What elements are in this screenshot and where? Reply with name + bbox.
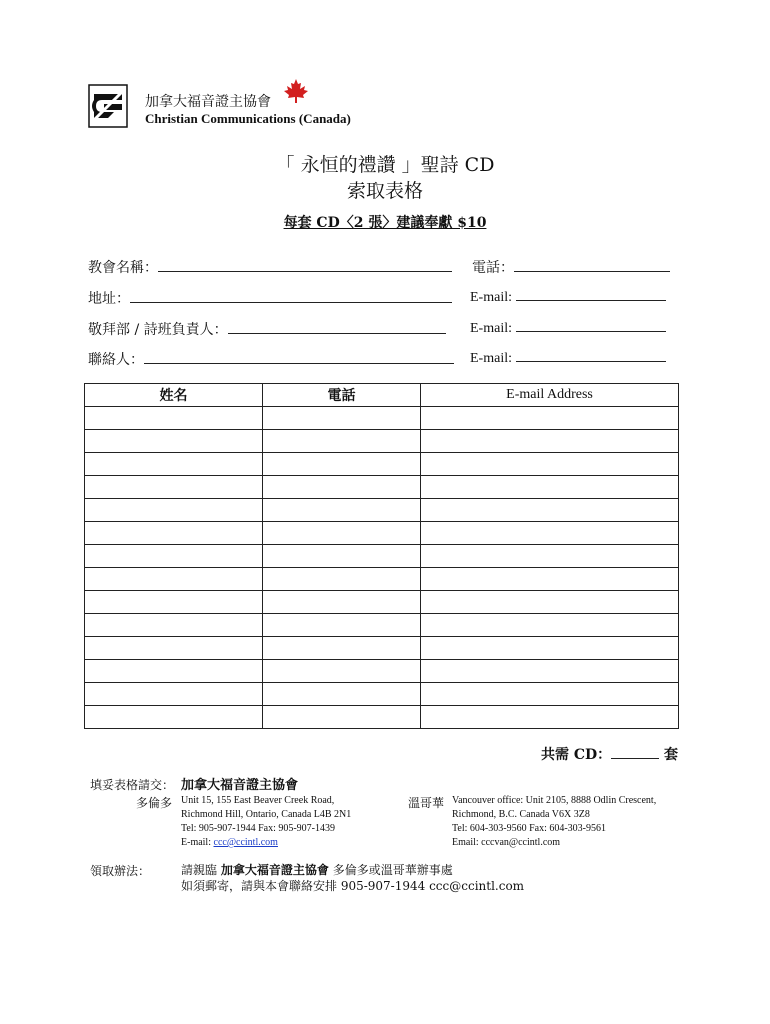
email-field-1[interactable] (516, 288, 666, 301)
submit-org: 加拿大福音證主協會 (181, 778, 299, 793)
vancouver-line-4: Email: cccvan@ccintl.com (452, 837, 561, 848)
address-label: 地址： (88, 291, 130, 307)
vancouver-label: 溫哥華 (408, 796, 445, 810)
table-cell-phone[interactable] (263, 568, 421, 591)
total-cd-unit: 套 (664, 747, 678, 763)
table-cell-email[interactable] (421, 407, 679, 430)
table-row (85, 637, 679, 660)
toronto-email-label: E-mail: (181, 837, 214, 848)
pickup-line-2: 如須郵寄，請與本會聯絡安排 905-907-1944 ccc@ccintl.com (181, 879, 525, 893)
pickup-org: 加拿大福音證主協會 (220, 863, 329, 877)
table-cell-email[interactable] (421, 591, 679, 614)
vancouver-address (452, 794, 656, 850)
table-cell-phone[interactable] (263, 545, 421, 568)
table-row (85, 614, 679, 637)
order-table (84, 383, 679, 729)
table-cell-name[interactable] (85, 430, 263, 453)
pickup-line-1b: 多倫多或溫哥華辦事處 (332, 863, 453, 877)
church-name-row (88, 257, 452, 277)
table-row (85, 683, 679, 706)
vancouver-line-2: Richmond, B.C. Canada V6X 3Z8 (452, 809, 590, 820)
submit-label: 填妥表格請交： (90, 778, 175, 792)
phone-field[interactable] (514, 259, 670, 272)
vancouver-line-3: Tel: 604-303-9560 Fax: 604-303-9561 (452, 823, 607, 834)
table-cell-email[interactable] (421, 568, 679, 591)
table-row (85, 591, 679, 614)
address-row (88, 288, 452, 308)
toronto-line-1: Unit 15, 155 East Beaver Creek Road, (181, 795, 335, 806)
org-name-chinese: 加拿大福音證主協會 (145, 94, 271, 110)
table-row (85, 660, 679, 683)
email-row-3 (470, 349, 666, 367)
table-row (85, 407, 679, 430)
table-cell-name[interactable] (85, 499, 263, 522)
column-header-phone: 電話 (263, 384, 421, 407)
phone-row (472, 257, 670, 277)
table-row (85, 545, 679, 568)
table-cell-phone[interactable] (263, 476, 421, 499)
maple-leaf-icon (283, 78, 309, 104)
pickup-line-1 (181, 861, 453, 878)
table-cell-name[interactable] (85, 476, 263, 499)
table-cell-phone[interactable] (263, 591, 421, 614)
email-field-3[interactable] (516, 349, 666, 362)
column-header-name: 姓名 (85, 384, 263, 407)
total-cd-field[interactable] (611, 745, 659, 759)
price-note: 每套 CD〈2 張〉建議奉獻 $10 (283, 215, 487, 231)
table-cell-email[interactable] (421, 499, 679, 522)
table-row (85, 453, 679, 476)
pickup-line-1a: 請親臨 (181, 863, 218, 877)
table-header-row (85, 384, 679, 407)
table-cell-email[interactable] (421, 637, 679, 660)
table-cell-name[interactable] (85, 522, 263, 545)
column-header-email: E-mail Address (421, 384, 679, 407)
email-label-1: E-mail: (470, 290, 512, 305)
table-cell-name[interactable] (85, 568, 263, 591)
table-cell-name[interactable] (85, 407, 263, 430)
toronto-line-3: Tel: 905-907-1944 Fax: 905-907-1439 (181, 823, 336, 834)
table-cell-email[interactable] (421, 545, 679, 568)
table-row (85, 522, 679, 545)
toronto-label: 多倫多 (136, 796, 173, 810)
table-row (85, 476, 679, 499)
table-cell-name[interactable] (85, 706, 263, 729)
table-row (85, 430, 679, 453)
toronto-email-link[interactable]: ccc@ccintl.com (213, 837, 278, 848)
table-cell-phone[interactable] (263, 614, 421, 637)
table-cell-phone[interactable] (263, 453, 421, 476)
table-row (85, 499, 679, 522)
toronto-email-line (181, 836, 351, 850)
table-cell-name[interactable] (85, 683, 263, 706)
toronto-line-2: Richmond Hill, Ontario, Canada L4B 2N1 (181, 809, 352, 820)
email-row-2 (470, 319, 666, 337)
vancouver-line-1: Vancouver office: Unit 2105, 8888 Odlin Crescent, (452, 795, 657, 806)
table-cell-phone[interactable] (263, 499, 421, 522)
pickup-label: 領取辦法： (90, 864, 151, 878)
table-cell-name[interactable] (85, 545, 263, 568)
email-field-2[interactable] (516, 319, 666, 332)
table-cell-phone[interactable] (263, 706, 421, 729)
phone-label: 電話： (472, 260, 514, 276)
table-cell-email[interactable] (421, 522, 679, 545)
church-name-label: 教會名稱： (88, 260, 158, 276)
toronto-address (181, 794, 351, 850)
table-cell-email[interactable] (421, 476, 679, 499)
table-row (85, 706, 679, 729)
org-name-english: Christian Communications (Canada) (145, 111, 351, 126)
email-label-3: E-mail: (470, 351, 512, 366)
worship-dept-label: 敬拜部 / 詩班負責人： (88, 322, 228, 338)
table-cell-phone[interactable] (263, 637, 421, 660)
total-cd-label: 共需 CD： (540, 747, 612, 763)
contact-label: 聯絡人： (88, 352, 144, 368)
table-cell-name[interactable] (85, 637, 263, 660)
email-row-1 (470, 288, 666, 306)
table-cell-email[interactable] (421, 430, 679, 453)
table-cell-email[interactable] (421, 453, 679, 476)
table-cell-name[interactable] (85, 660, 263, 683)
table-cell-name[interactable] (85, 614, 263, 637)
table-cell-email[interactable] (421, 614, 679, 637)
worship-dept-row (88, 319, 446, 339)
table-cell-email[interactable] (421, 683, 679, 706)
table-cell-phone[interactable] (263, 522, 421, 545)
table-cell-phone[interactable] (263, 660, 421, 683)
total-cd-row (541, 744, 678, 764)
contact-row (88, 349, 454, 369)
contact-field[interactable] (144, 351, 454, 364)
table-cell-phone[interactable] (263, 430, 421, 453)
table-row (85, 568, 679, 591)
table-cell-email[interactable] (421, 706, 679, 729)
page-subtitle: 索取表格 (346, 180, 423, 202)
page-title: 「 永恒的禮讚 」聖詩 CD (275, 154, 495, 176)
table-cell-name[interactable] (85, 591, 263, 614)
table-cell-email[interactable] (421, 660, 679, 683)
email-label-2: E-mail: (470, 321, 512, 336)
church-name-field[interactable] (158, 259, 452, 272)
organization-logo (88, 84, 128, 128)
table-cell-phone[interactable] (263, 407, 421, 430)
table-cell-phone[interactable] (263, 683, 421, 706)
worship-dept-field[interactable] (228, 321, 446, 334)
table-cell-name[interactable] (85, 453, 263, 476)
address-field[interactable] (130, 290, 452, 303)
